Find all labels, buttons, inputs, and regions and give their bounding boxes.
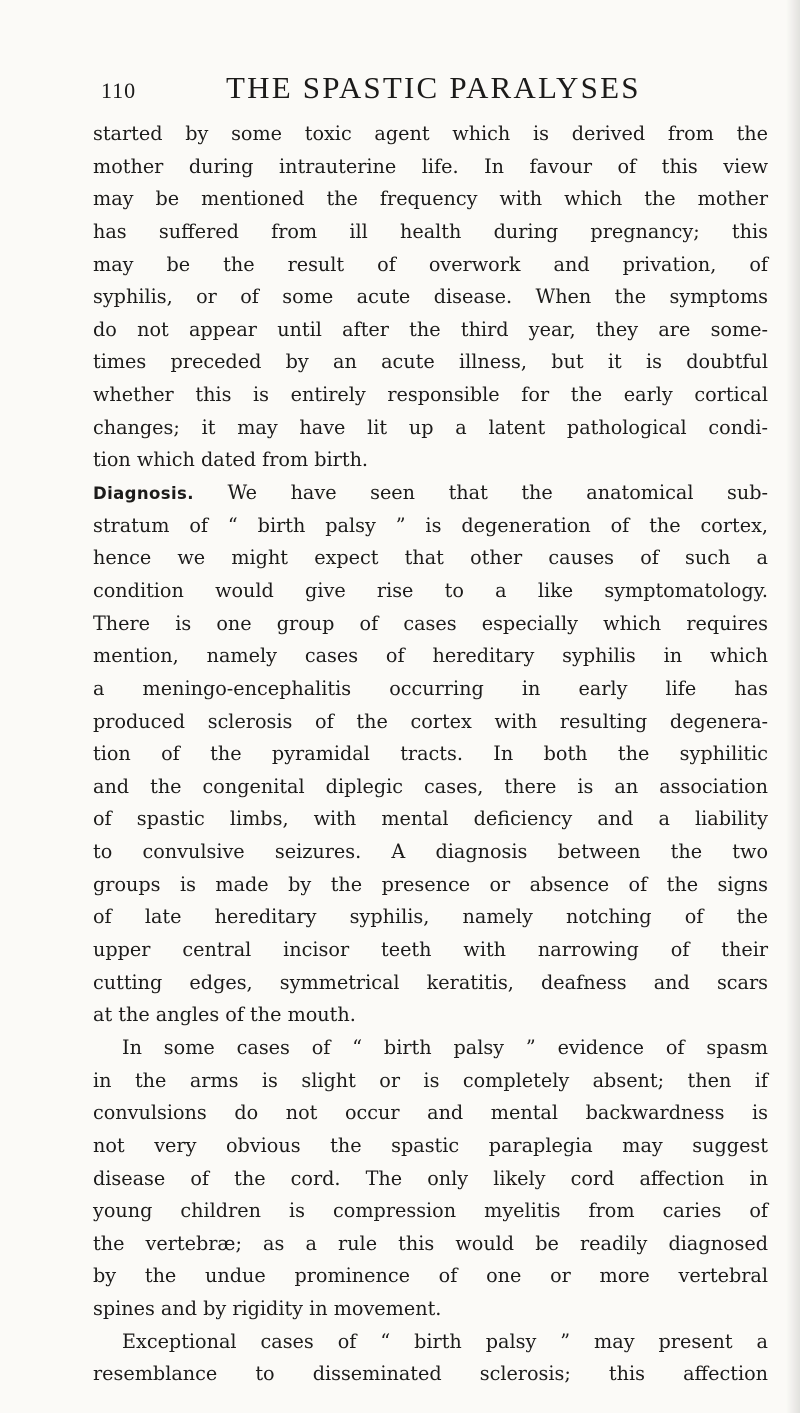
- text-line: resemblance to disseminated sclerosis; this affection: [93, 1362, 768, 1386]
- text-line: may be mentioned the frequency with which the mother: [93, 187, 768, 211]
- text-line: the vertebræ; as a rule this would be readily diagnosed: [93, 1231, 768, 1255]
- text-line: tion of the pyramidal tracts. In both the syphilitic: [93, 742, 768, 766]
- page-edge-shadow: [786, 0, 800, 1413]
- paragraph-first-line: In some cases of “ birth palsy ” evidence of spasm: [122, 1035, 768, 1059]
- text-line: and the congenital diplegic cases, there is an association: [93, 774, 768, 798]
- text-line: to convulsive seizures. A diagnosis between the two: [93, 840, 768, 864]
- section-first-line: [93, 477, 768, 510]
- text-line: syphilis, or of some acute disease. When the symptoms: [93, 285, 768, 309]
- text-line: changes; it may have lit up a latent pathological condi-: [93, 415, 768, 439]
- text-line: produced sclerosis of the cortex with resulting degenera-: [93, 709, 768, 733]
- text-line: started by some toxic agent which is derived from the: [93, 122, 768, 145]
- paragraph-last-line: spines and by rigidity in movement.: [93, 1297, 442, 1321]
- text-line: convulsions do not occur and mental backwardness is: [93, 1101, 768, 1125]
- text-line: of spastic limbs, with mental deficiency and a liability: [93, 807, 768, 831]
- text-line: hence we might expect that other causes of such a: [93, 546, 768, 570]
- paragraph-first-line: Exceptional cases of “ birth palsy ” may present a: [122, 1329, 768, 1353]
- text-line: has suffered from ill health during pregnancy; this: [93, 219, 768, 243]
- text-line: There is one group of cases especially which requires: [93, 611, 768, 635]
- text-line: not very obvious the spastic paraplegia may suggest: [93, 1133, 768, 1157]
- text-line: may be the result of overwork and privation, of: [93, 252, 768, 276]
- text-line: a meningo-encephalitis occurring in early life has: [93, 676, 768, 700]
- section-heading-diagnosis: Diagnosis.: [93, 484, 194, 504]
- text-line: upper central incisor teeth with narrowing of their: [93, 938, 768, 962]
- text-line: condition would give rise to a like symptomatology.: [93, 578, 768, 602]
- text-line: young children is compression myelitis from caries of: [93, 1199, 768, 1223]
- text-line: in the arms is slight or is completely absent; then if: [93, 1068, 768, 1092]
- page-header: [101, 70, 748, 110]
- body-text: [93, 118, 768, 1391]
- text-line: mention, namely cases of hereditary syphilis in which: [93, 644, 768, 668]
- paragraph-last-line: tion which dated from birth.: [93, 448, 369, 472]
- text-line: whether this is entirely responsible for the early cortical: [93, 383, 768, 407]
- text-line: times preceded by an acute illness, but it is doubtful: [93, 350, 768, 374]
- text-run: We have seen that the anatomical sub-: [193, 481, 768, 505]
- text-line: cutting edges, symmetrical keratitis, deafness and scars: [93, 970, 768, 994]
- text-line: do not appear until after the third year, they are some-: [93, 317, 768, 341]
- page-number: 110: [101, 78, 137, 103]
- text-line: mother during intrauterine life. In favour of this view: [93, 154, 768, 178]
- text-line: by the undue prominence of one or more vertebral: [93, 1264, 768, 1288]
- running-head: THE SPASTIC PARALYSES: [226, 70, 641, 105]
- text-line: stratum of “ birth palsy ” is degeneration of the cortex,: [93, 513, 768, 537]
- text-line: of late hereditary syphilis, namely notching of the: [93, 905, 768, 929]
- paragraph-last-line: at the angles of the mouth.: [93, 1003, 356, 1027]
- text-line: disease of the cord. The only likely cord affection in: [93, 1166, 768, 1190]
- text-line: groups is made by the presence or absence of the signs: [93, 872, 768, 896]
